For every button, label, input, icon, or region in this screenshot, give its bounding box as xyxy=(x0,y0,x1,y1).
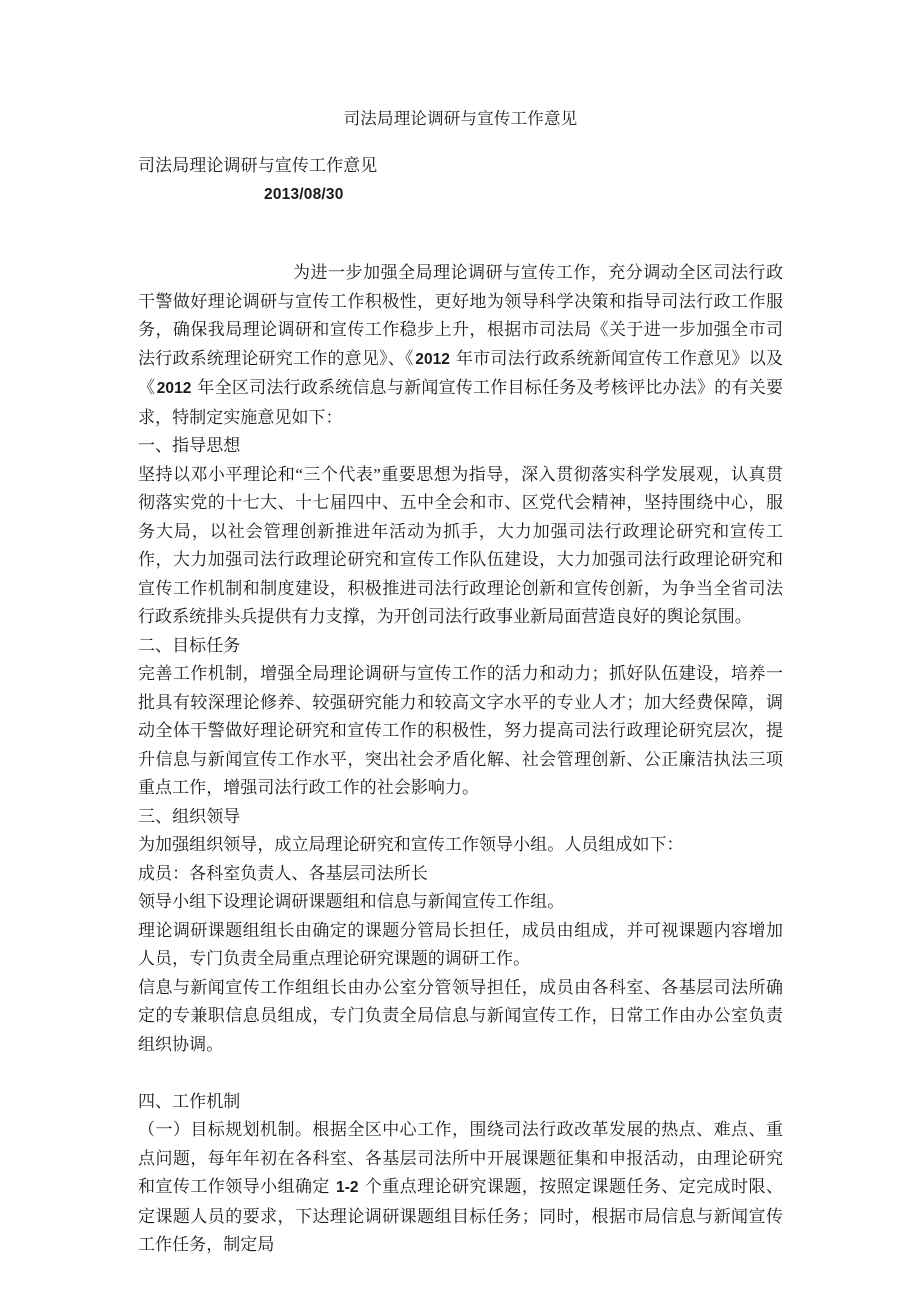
page-title: 司法局理论调研与宣传工作意见 xyxy=(343,109,578,128)
date-gap xyxy=(138,209,783,259)
section-heading-3: 三、组织领导 xyxy=(138,806,241,826)
section-heading-1: 一、指导思想 xyxy=(138,436,241,455)
document-content xyxy=(138,104,783,1260)
title-gap xyxy=(138,134,783,152)
section-3-paragraph-1: 为加强组织领导，成立局理论研究和宣传工作领导小组。人员组成如下： xyxy=(138,835,684,854)
section-3-paragraph-5: 信息与新闻宣传工作组组长由办公室分管领导担任，成员由各科室、各基层司法所确定的专兼职信息员组成，专门负责全局信息与新闻宣传工作，日常工作由办公室负责组织协调。 xyxy=(138,977,783,1054)
section-heading-4: 四、工作机制 xyxy=(138,1091,241,1111)
section-gap xyxy=(138,1059,783,1088)
document-subject: 司法局理论调研与宣传工作意见 xyxy=(138,156,378,175)
section-1-paragraph-1: 坚持以邓小平理论和“三个代表”重要思想为指导，深入贯彻落实科学发展观，认真贯彻落实党的十七大、十七届四中、五中全会和市、区党代会精神，坚持围绕中心，服务大局，以社会管理创新推进年活动为抓手，大力加强司法行政理论研究和宣传工作，大力加强司法行政理论研究和宣传工作队伍建设，大力加强司法行政理论研究和宣传工作机制和制度建设，积极推进司法行政理论创新和宣传创新，为争当全省司法行政系统排头兵提供有力支撑，为开创司法行政事业新局面营造良好的舆论氛围。 xyxy=(138,464,783,626)
section-3-paragraph-3: 领导小组下设理论调研课题组和信息与新闻宣传工作组。 xyxy=(138,892,565,911)
section-2-paragraph-1: 完善工作机制，增强全局理论调研与宣传工作的活力和动力；抓好队伍建设，培养一批具有较深理论修养、较强研究能力和较高文字水平的专业人才；加大经费保障，调动全体干警做好理论研究和宣传工作的积极性，努力提高司法行政理论研究层次，提升信息与新闻宣传工作水平，突出社会矛盾化解、社会管理创新、公正廉洁执法三项重点工作，增强司法行政工作的社会影响力。 xyxy=(138,664,783,797)
section-3-paragraph-2: 成员：各科室负责人、各基层司法所长 xyxy=(138,863,428,883)
section-4-paragraph-1: （一）目标规划机制。根据全区中心工作，围绕司法行政改革发展的热点、难点、重点问题，每年年初在各科室、各基层司法所中开展课题征集和申报活动，由理论研究和宣传工作领导小组确定 1-2 个重点理论研究课题，按照定课题任务、定完成时限、定课题人员的要求，下达理论调研课题组目标任务；同时，根据市局信息与新闻宣传工作任务，制定局 xyxy=(138,1120,783,1254)
document-date: 2013/08/30 xyxy=(264,185,344,203)
section-heading-2: 二、目标任务 xyxy=(138,635,241,655)
preamble-paragraph: 为进一步加强全局理论调研与宣传工作，充分调动全区司法行政干警做好理论调研与宣传工作积极性，更好地为领导科学决策和指导司法行政工作服务，确保我局理论调研和宣传工作稳步上升，根据市司法局《关于进一步加强全市司法行政系统理论研究工作的意见》、《2012 年市司法行政系统新闻宣传工作意见》以及《2012 年全区司法行政系统信息与新闻宣传工作目标任务及考核评比办法》的有关要求，特制定实施意见如下： xyxy=(138,263,783,427)
section-3-paragraph-4: 理论调研课题组组长由确定的课题分管局长担任，成员由组成，并可视课题内容增加人员，专门负责全局重点理论研究课题的调研工作。 xyxy=(138,920,783,968)
